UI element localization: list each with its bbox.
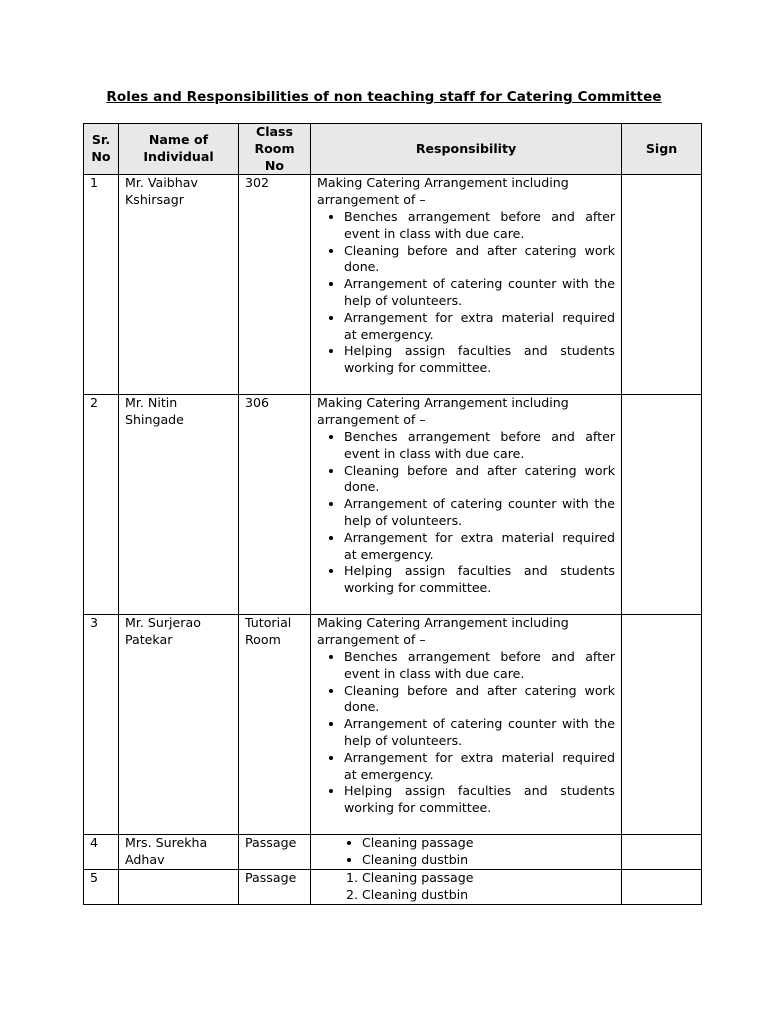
list-item: • Benches arrangement before and after event in class with due care. xyxy=(344,429,615,463)
room-cell: 306 xyxy=(239,395,311,615)
name-cell: Mr. Surjerao Patekar xyxy=(119,615,239,835)
list-item: • Arrangement for extra material required at emergency. xyxy=(344,530,615,564)
responsibility-cell xyxy=(311,615,622,835)
list-item: • Benches arrangement before and after event in class with due care. xyxy=(344,649,615,683)
list-item: • Arrangement of catering counter with the help of volunteers. xyxy=(344,716,615,750)
name-cell: Mr. Nitin Shingade xyxy=(119,395,239,615)
room-cell: Tutorial Room xyxy=(239,615,311,835)
responsibility-cell xyxy=(311,175,622,395)
header-class-room: Class Room No xyxy=(239,124,311,175)
responsibility-intro: Making Catering Arrangement including arrangement of – xyxy=(317,395,569,428)
name-cell xyxy=(119,870,239,905)
sr-no-cell: 2 xyxy=(84,395,119,615)
table-row xyxy=(84,870,702,905)
room-cell: Passage xyxy=(239,835,311,870)
table-row xyxy=(84,395,702,615)
responsibility-cell xyxy=(311,395,622,615)
table-row xyxy=(84,615,702,835)
list-item: • Helping assign faculties and students working for committee. xyxy=(344,563,615,597)
responsibility-cell xyxy=(311,835,622,870)
staff-table xyxy=(83,123,702,905)
name-cell: Mrs. Surekha Adhav xyxy=(119,835,239,870)
responsibility-intro: Making Catering Arrangement including arrangement of – xyxy=(317,615,569,648)
sr-no-cell: 5 xyxy=(84,870,119,905)
sign-cell xyxy=(622,835,702,870)
header-name: Name of Individual xyxy=(119,124,239,175)
room-cell: Passage xyxy=(239,870,311,905)
name-cell: Mr. Vaibhav Kshirsagr xyxy=(119,175,239,395)
header-responsibility: Responsibility xyxy=(311,124,622,175)
responsibility-list xyxy=(317,870,615,904)
list-item: • Helping assign faculties and students working for committee. xyxy=(344,343,615,377)
responsibility-cell xyxy=(311,870,622,905)
header-sign: Sign xyxy=(622,124,702,175)
list-item: • Arrangement of catering counter with the help of volunteers. xyxy=(344,276,615,310)
list-item: • Arrangement for extra material required at emergency. xyxy=(344,310,615,344)
sr-no-cell: 1 xyxy=(84,175,119,395)
list-item: • Cleaning dustbin xyxy=(362,852,615,869)
list-item: • Benches arrangement before and after event in class with due care. xyxy=(344,209,615,243)
list-item: • Cleaning before and after catering work done. xyxy=(344,243,615,277)
responsibility-list xyxy=(317,835,615,869)
header-sr-no: Sr. No xyxy=(84,124,119,175)
table-header-row xyxy=(84,124,702,175)
list-item: • Helping assign faculties and students working for committee. xyxy=(344,783,615,817)
sr-no-cell: 4 xyxy=(84,835,119,870)
list-item: • Cleaning before and after catering work done. xyxy=(344,463,615,497)
list-item: 1. Cleaning passage xyxy=(362,870,615,887)
table-row xyxy=(84,175,702,395)
responsibility-list xyxy=(317,429,615,597)
responsibility-list xyxy=(317,649,615,817)
sign-cell xyxy=(622,870,702,905)
table-row xyxy=(84,835,702,870)
responsibility-intro: Making Catering Arrangement including arrangement of – xyxy=(317,175,569,208)
sign-cell xyxy=(622,615,702,835)
sign-cell xyxy=(622,175,702,395)
sign-cell xyxy=(622,395,702,615)
room-cell: 302 xyxy=(239,175,311,395)
responsibility-list xyxy=(317,209,615,377)
list-item: • Cleaning passage xyxy=(362,835,615,852)
sr-no-cell: 3 xyxy=(84,615,119,835)
page-title: Roles and Responsibilities of non teaching staff for Catering Committee xyxy=(106,89,662,105)
list-item: • Arrangement of catering counter with the help of volunteers. xyxy=(344,496,615,530)
list-item: 2. Cleaning dustbin xyxy=(362,887,615,904)
list-item: • Arrangement for extra material required at emergency. xyxy=(344,750,615,784)
list-item: • Cleaning before and after catering work done. xyxy=(344,683,615,717)
